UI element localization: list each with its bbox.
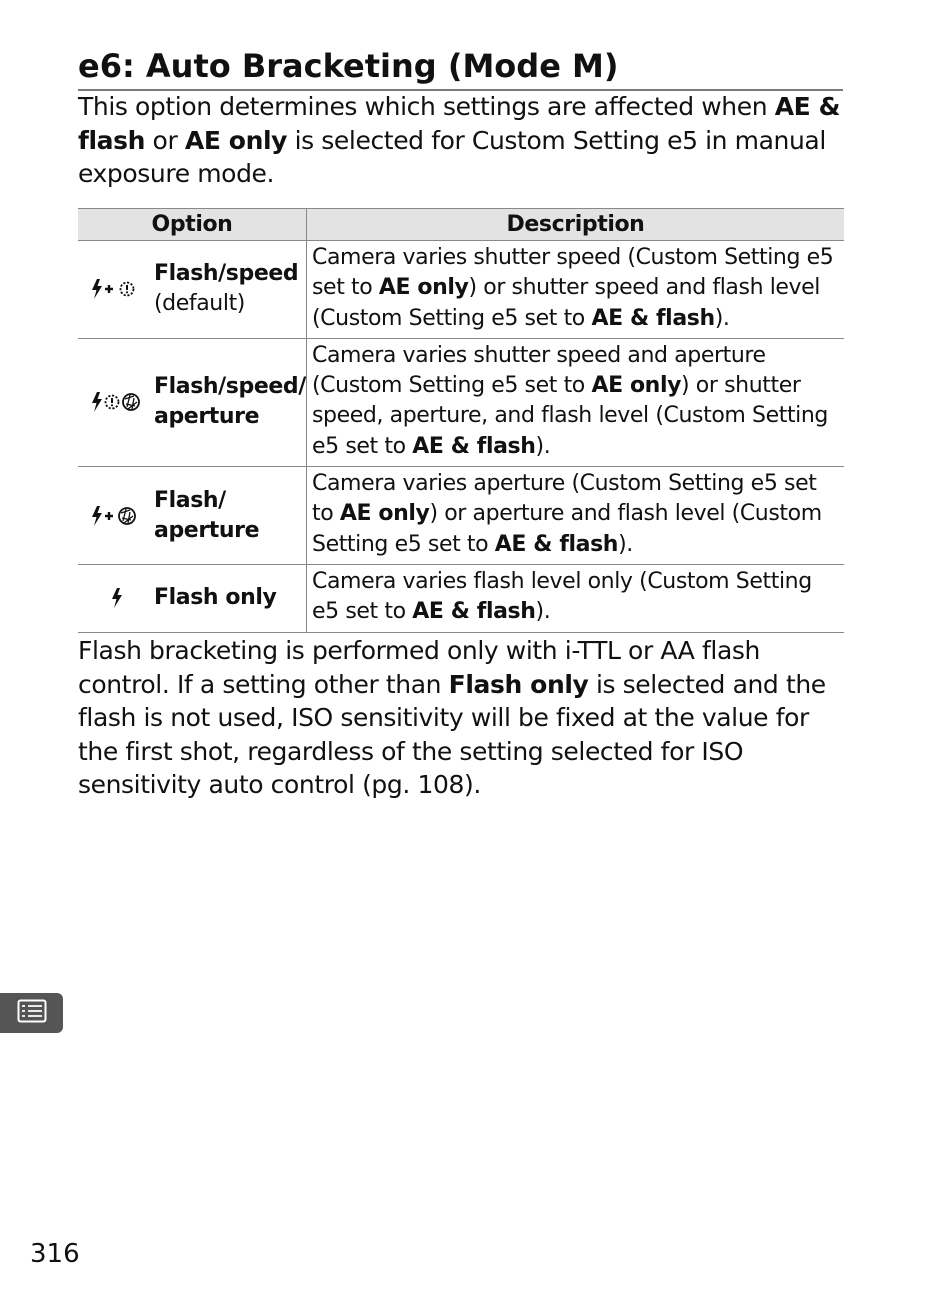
desc-emphasis: AE only [339, 501, 430, 527]
flash-plus-speed-icon [78, 277, 154, 301]
option-name: Flash/speed [154, 261, 299, 287]
note-text: is selected and the flash is not used, ISO sensitivity will be fixed at the value for the first shot, regardless of the setting selected for ISO sensitivity auto control (pg. 108). [78, 669, 826, 799]
desc-emphasis: AE & flash [494, 531, 619, 557]
intro-text: or [145, 125, 185, 155]
desc-emphasis: AE & flash [591, 305, 715, 331]
option-cell [78, 338, 307, 466]
option-cell [78, 564, 307, 632]
desc-text: ) or aperture and flash level (Custom Setting e5 set to [312, 501, 822, 557]
table-row [78, 564, 844, 632]
intro-paragraph [78, 90, 848, 191]
flash-only-icon [78, 586, 154, 610]
desc-text: ). [535, 433, 551, 459]
option-name: Flash only [154, 585, 277, 611]
intro-emphasis: AE only [184, 125, 288, 155]
custom-settings-tab [0, 993, 63, 1033]
flash-plus-aperture-icon [78, 504, 154, 528]
description-column-header: Description [307, 209, 845, 241]
page-number: 316 [30, 1239, 80, 1269]
table-row [78, 467, 844, 565]
custom-settings-menu-icon [17, 999, 47, 1027]
description-cell [307, 241, 845, 339]
desc-emphasis: AE & flash [412, 433, 536, 459]
option-cell [78, 241, 307, 339]
option-column-header: Option [78, 209, 307, 241]
option-name: Flash/ aperture [154, 487, 260, 543]
desc-text: Camera varies flash level only (Custom Setting e5 set to [312, 568, 812, 625]
description-cell [307, 338, 845, 466]
page-title: e6: Auto Bracketing (Mode M) [78, 46, 843, 91]
desc-text: ). [714, 305, 730, 331]
options-table [78, 208, 844, 633]
desc-text: Camera varies aperture (Custom Setting e5 set to [312, 471, 817, 527]
intro-text: This option determines which settings are affected when [78, 92, 775, 121]
intro-text: is selected for Custom Setting e5 in manual exposure mode. [78, 125, 826, 188]
desc-emphasis: AE only [591, 373, 682, 399]
note-text: Flash bracketing is performed only with i-TTL or AA flash control. If a setting other than [78, 636, 760, 699]
table-row [78, 338, 844, 466]
option-cell [78, 467, 307, 565]
desc-text: Camera varies shutter speed and aperture (Custom Setting e5 set to [312, 342, 766, 399]
description-cell [307, 467, 845, 565]
desc-text: ). [618, 531, 633, 557]
note-emphasis: Flash only [448, 669, 589, 699]
option-name: Flash/speed/ aperture [154, 374, 306, 430]
table-row [78, 241, 844, 339]
desc-text: Camera varies shutter speed (Custom Setting e5 set to [312, 245, 834, 301]
flash-speed-aperture-icon [78, 390, 154, 414]
intro-emphasis: AE & flash [78, 92, 841, 155]
description-cell [307, 564, 845, 632]
note-paragraph [78, 634, 853, 802]
desc-text: ) or shutter speed and flash level (Custom Setting e5 set to [312, 275, 821, 331]
desc-text: ). [535, 599, 551, 625]
table-header-row [78, 209, 844, 241]
option-default: (default) [154, 291, 245, 317]
desc-emphasis: AE only [378, 275, 469, 301]
desc-emphasis: AE & flash [412, 599, 536, 625]
desc-text: ) or shutter speed, aperture, and flash level (Custom Setting e5 set to [312, 373, 828, 459]
